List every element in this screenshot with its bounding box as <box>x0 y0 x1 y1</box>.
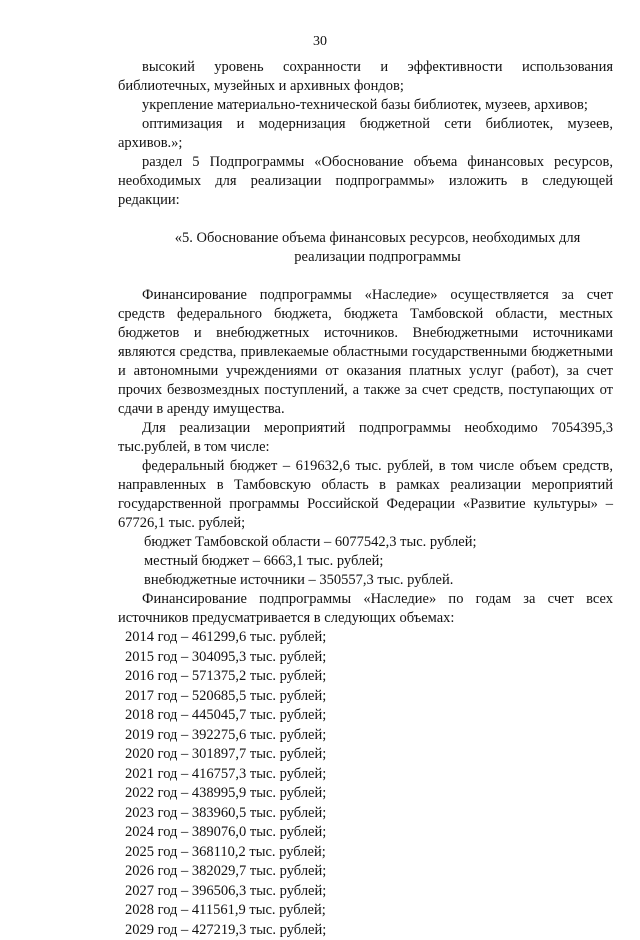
body-paragraph: Финансирование подпрограммы «Наследие» по годам за счет всех источников предусматривается в следующих объемах: <box>118 590 613 628</box>
list-item: 2021 год – 416757,3 тыс. рублей; <box>118 765 613 785</box>
intro-paragraph: укрепление материально-технической базы библиотек, музеев, архивов; <box>118 96 613 115</box>
list-item: 2018 год – 445045,7 тыс. рублей; <box>118 706 613 726</box>
intro-paragraph: оптимизация и модернизация бюджетной сети библиотек, музеев, архивов.»; <box>118 115 613 153</box>
funding-by-year-list <box>118 628 613 940</box>
list-item: 2028 год – 411561,9 тыс. рублей; <box>118 901 613 921</box>
list-item: 2023 год – 383960,5 тыс. рублей; <box>118 804 613 824</box>
list-item: 2025 год – 368110,2 тыс. рублей; <box>118 843 613 863</box>
list-item: 2015 год – 304095,3 тыс. рублей; <box>118 648 613 668</box>
list-item: 2026 год – 382029,7 тыс. рублей; <box>118 862 613 882</box>
list-item: 2014 год – 461299,6 тыс. рублей; <box>118 628 613 648</box>
list-item: 2019 год – 392275,6 тыс. рублей; <box>118 726 613 746</box>
intro-paragraph: высокий уровень сохранности и эффективности использования библиотечных, музейных и архивных фондов; <box>118 58 613 96</box>
list-item: 2022 год – 438995,9 тыс. рублей; <box>118 784 613 804</box>
section-heading: «5. Обоснование объема финансовых ресурсов, необходимых для реализации подпрограммы <box>118 229 613 267</box>
extrabudget-item: внебюджетные источники – 350557,3 тыс. рублей. <box>118 571 613 590</box>
intro-paragraph: раздел 5 Подпрограммы «Обоснование объема финансовых ресурсов, необходимых для реализации подпрограммы» изложить в следующей редакции: <box>118 153 613 210</box>
regional-budget-item: бюджет Тамбовской области – 6077542,3 тыс. рублей; <box>118 533 613 552</box>
body-paragraph: Для реализации мероприятий подпрограммы необходимо 7054395,3 тыс.рублей, в том числе: <box>118 419 613 457</box>
page-number: 30 <box>0 34 640 50</box>
list-item: 2020 год – 301897,7 тыс. рублей; <box>118 745 613 765</box>
federal-budget-item: федеральный бюджет – 619632,6 тыс. рублей, в том числе объем средств, направленных в Тамбовскую область в рамках реализации мероприятий государственной программы Российской Федерации «Развитие культуры» – 67726,1 тыс. рублей; <box>118 457 613 533</box>
local-budget-item: местный бюджет – 6663,1 тыс. рублей; <box>118 552 613 571</box>
list-item: 2024 год – 389076,0 тыс. рублей; <box>118 823 613 843</box>
body-paragraph: Финансирование подпрограммы «Наследие» осуществляется за счет средств федерального бюджета, бюджета Тамбовской области, местных бюджетов и внебюджетных источников. Внебюджетными источниками являются средства, привлекаемые областными государственными бюджетными и автономными учреждениями от оказания платных услуг (работ), за счет прочих безвозмездных поступлений, а также за счет средств, поступающих от сдачи в аренду имущества. <box>118 286 613 419</box>
list-item: 2017 год – 520685,5 тыс. рублей; <box>118 687 613 707</box>
list-item: 2029 год – 427219,3 тыс. рублей; <box>118 921 613 940</box>
list-item: 2027 год – 396506,3 тыс. рублей; <box>118 882 613 902</box>
list-item: 2016 год – 571375,2 тыс. рублей; <box>118 667 613 687</box>
document-body <box>118 58 613 940</box>
